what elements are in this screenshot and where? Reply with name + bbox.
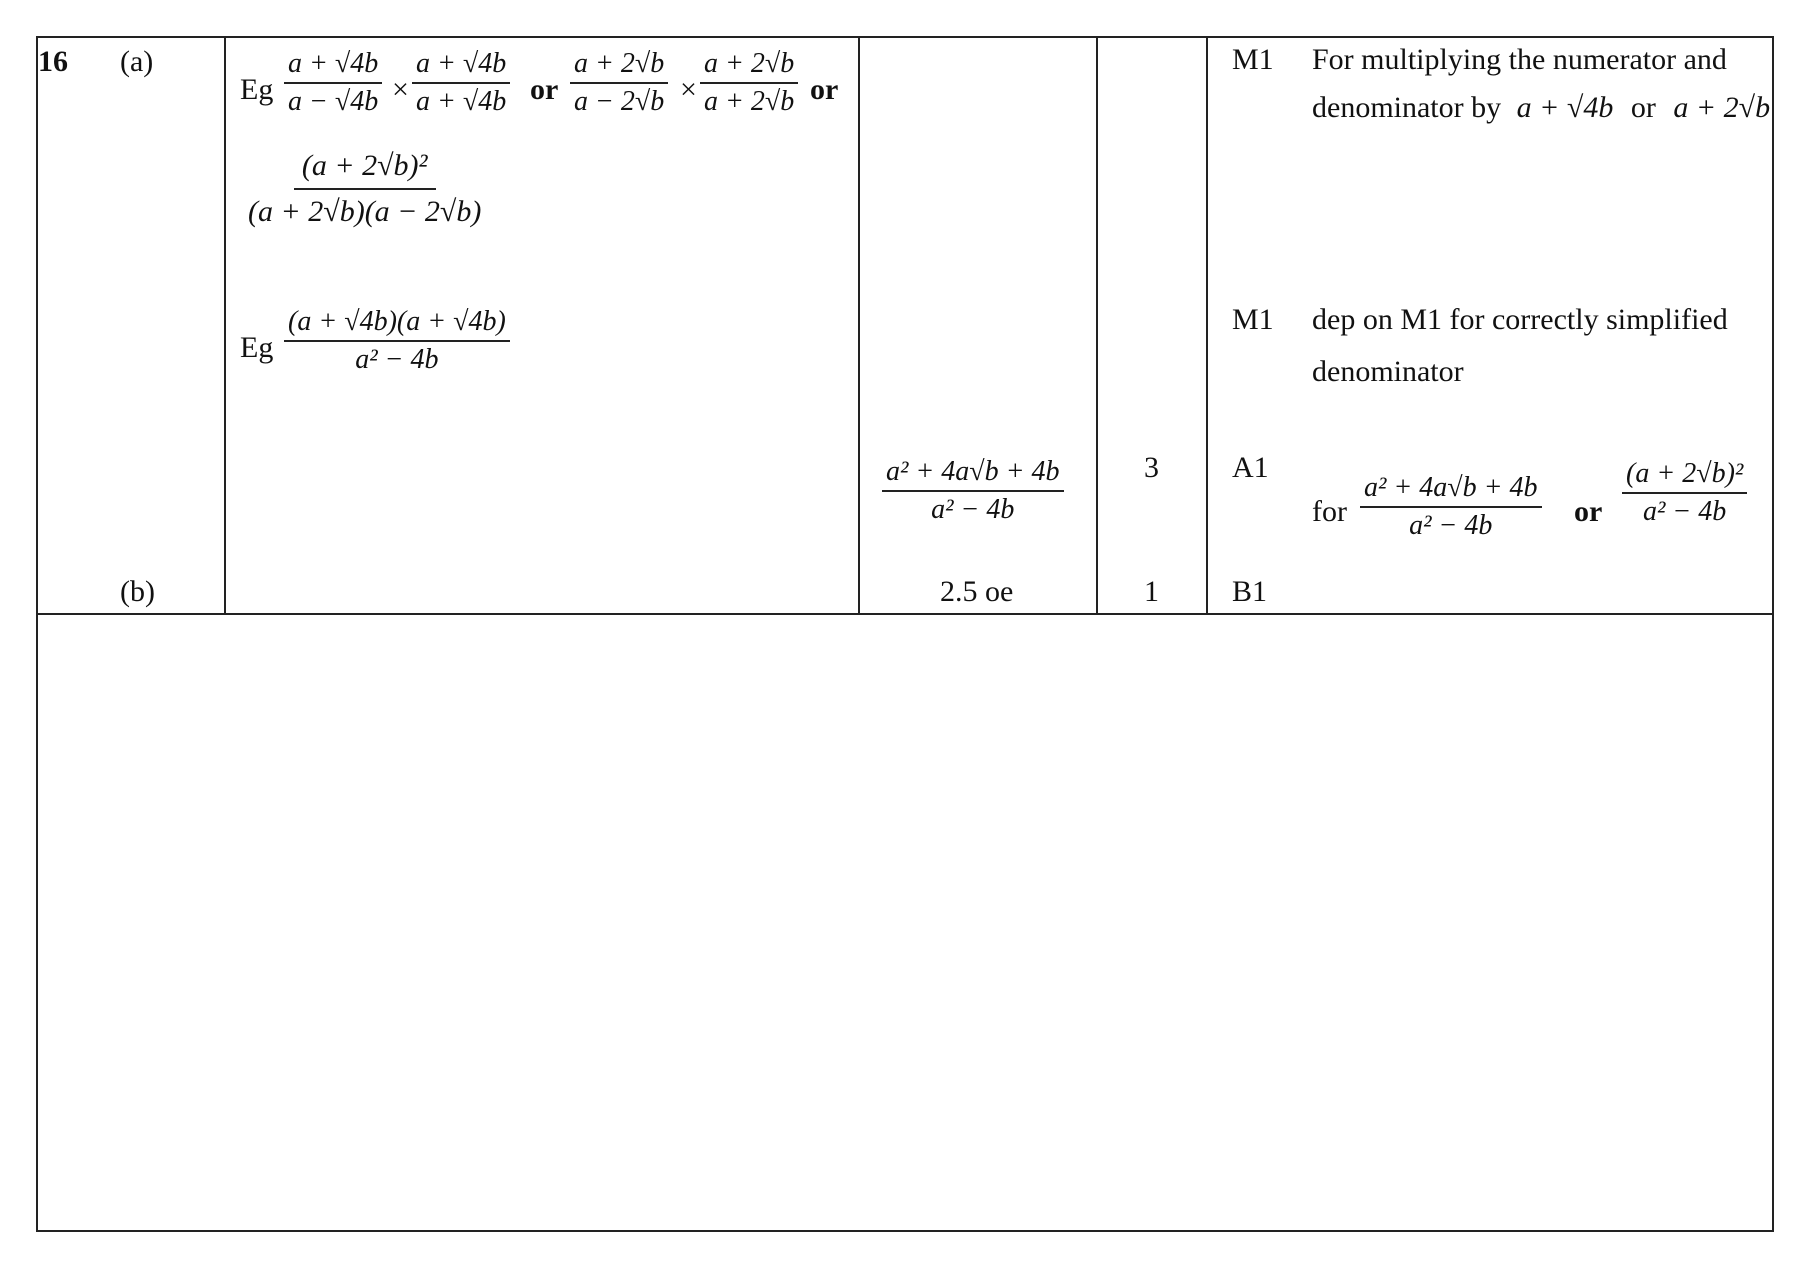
working-fraction-1-denominator: a − √4b — [288, 86, 379, 117]
question-number: 16 — [38, 45, 68, 78]
working-or-2: or — [810, 73, 839, 106]
working-fraction-5 — [244, 150, 485, 228]
answer-a-fraction — [882, 456, 1064, 526]
note-a1-or: or — [1574, 495, 1603, 528]
table-bottom-border — [36, 1230, 1774, 1232]
part-a-label: (a) — [120, 45, 154, 78]
working-eg-2: Eg — [240, 331, 274, 364]
working-fraction-4-denominator: a + 2√b — [704, 86, 795, 117]
working-fraction-2-numerator: a + √4b — [412, 48, 510, 84]
working-fraction-2-denominator: a + √4b — [416, 86, 507, 117]
marks-part-b: 1 — [1144, 575, 1159, 608]
column-divider-answer — [1096, 36, 1098, 614]
note-m1-first-prefix: denominator by — [1312, 91, 1502, 124]
column-divider-part — [224, 36, 226, 614]
mark-code-a1: A1 — [1232, 451, 1269, 484]
mark-code-m1-first: M1 — [1232, 43, 1274, 76]
working-fraction-5-numerator: (a + 2√b)² — [294, 150, 436, 190]
table-right-border — [1772, 36, 1774, 1232]
working-fraction-4 — [700, 48, 798, 118]
note-m1-first-expr1: a + √4b — [1516, 91, 1614, 124]
note-a1-fraction-1-denominator: a² − 4b — [1409, 510, 1493, 541]
working-eg-1: Eg — [240, 73, 274, 106]
note-a1-fraction-1 — [1360, 472, 1542, 542]
table-top-border — [36, 36, 1774, 38]
answer-a-denominator: a² − 4b — [931, 494, 1015, 525]
working-fraction-5-denominator: (a + 2√b)(a − 2√b) — [248, 195, 482, 228]
mark-code-b1: B1 — [1232, 575, 1268, 608]
column-divider-working — [858, 36, 860, 614]
mark-code-m1-second: M1 — [1232, 303, 1274, 336]
note-a1-fraction-2-numerator: (a + 2√b)² — [1622, 458, 1747, 494]
note-m1-first-or: or — [1630, 91, 1656, 124]
table-left-border — [36, 36, 38, 1232]
note-m1-first-line1: For multiplying the numerator and — [1312, 43, 1727, 76]
working-fraction-6-numerator: (a + √4b)(a + √4b) — [284, 306, 510, 342]
part-b-label: (b) — [120, 575, 155, 608]
working-fraction-1 — [284, 48, 382, 118]
working-fraction-4-numerator: a + 2√b — [700, 48, 798, 84]
working-or-1: or — [530, 73, 559, 106]
note-m1-first-line2 — [1312, 90, 1770, 126]
note-m1-first-expr2: a + 2√b — [1673, 91, 1771, 124]
table-row-divider — [36, 613, 1774, 615]
answer-a-numerator: a² + 4a√b + 4b — [882, 456, 1064, 492]
note-a1-fraction-1-numerator: a² + 4a√b + 4b — [1360, 472, 1542, 508]
note-m1-second-line2: denominator — [1312, 355, 1464, 388]
working-fraction-1-numerator: a + √4b — [284, 48, 382, 84]
working-fraction-3-denominator: a − 2√b — [574, 86, 665, 117]
column-divider-mark — [1206, 36, 1208, 614]
working-fraction-3 — [570, 48, 668, 118]
times-sign-2: × — [680, 73, 697, 106]
working-fraction-6-denominator: a² − 4b — [355, 344, 439, 375]
working-fraction-3-numerator: a + 2√b — [570, 48, 668, 84]
times-sign-1: × — [392, 73, 409, 106]
note-a1-for: for — [1312, 495, 1347, 528]
answer-b: 2.5 oe — [940, 575, 1014, 608]
marks-part-a: 3 — [1144, 451, 1159, 484]
working-fraction-6 — [284, 306, 510, 376]
note-m1-second-line1: dep on M1 for correctly simplified — [1312, 303, 1728, 336]
note-a1-fraction-2 — [1622, 458, 1747, 528]
working-fraction-2 — [412, 48, 510, 118]
note-a1-fraction-2-denominator: a² − 4b — [1643, 496, 1727, 527]
